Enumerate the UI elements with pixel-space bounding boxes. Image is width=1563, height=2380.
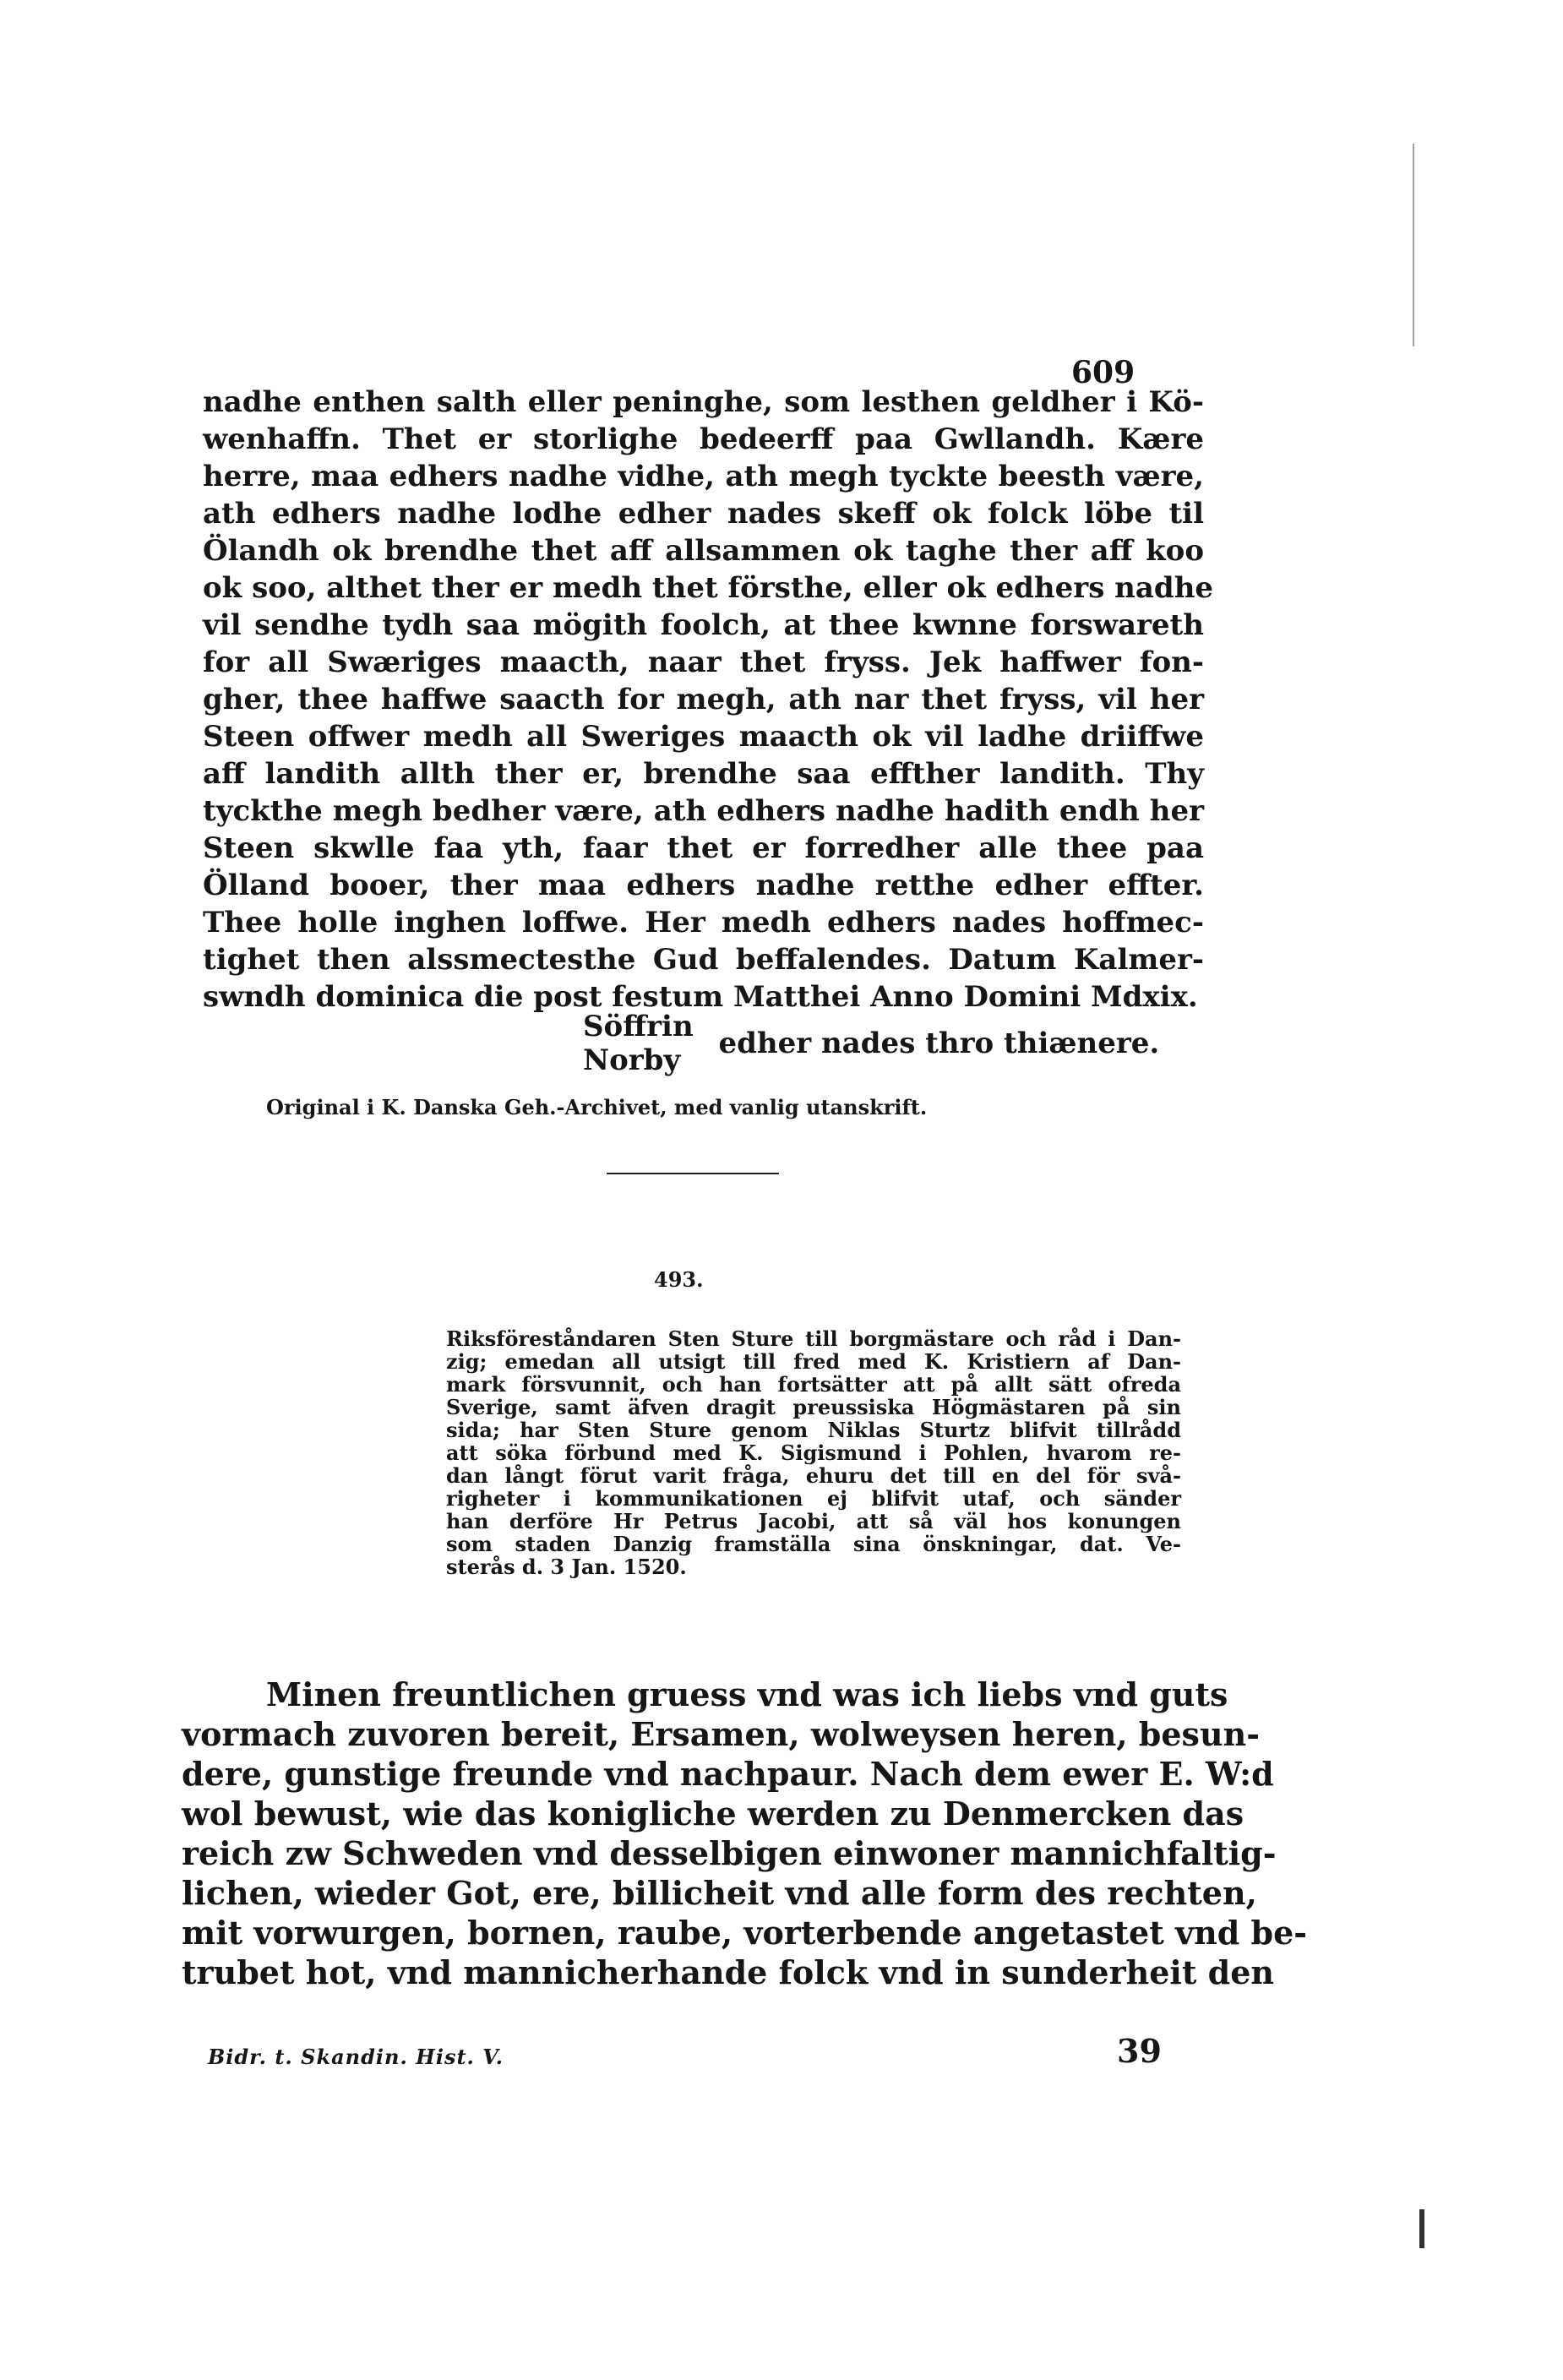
summary-line: dan långt förut varit fråga, ehuru det till en del för svå- [446,1463,1181,1488]
document-summary [395,1327,1181,1578]
margin-scan-line [1413,144,1414,346]
german-line: wol bewust, wie das konigliche werden zu Denmercken das [182,1795,1244,1833]
letter-line: tighet then alssmectesthe Gud beffalendes. Datum Kalmer- [203,943,1204,977]
letter-line: wenhaffn. Thet er storlighe bedeerff paa Gwllandh. Kære [203,422,1204,456]
source-note: Original i K. Danska Geh.-Archivet, med vanlig utanskrift. [266,1095,928,1119]
signature-names [583,1010,694,1077]
letter-line: Steen offwer medh all Sweriges maacth ok vil ladhe driiffwe [203,720,1204,754]
summary-line: mark försvunnit, och han fortsätter att på allt sätt ofreda [446,1372,1181,1397]
summary-line: sterås d. 3 Jan. 1520. [446,1555,687,1579]
letter-line: Thee holle inghen loffwe. Her medh edhers nades hoffmec- [203,906,1204,939]
signature-closing: edher nades thro thiænere. [718,1027,1160,1060]
signature-last-name: Norby [583,1043,681,1077]
footer-sheet-number: 39 [1117,2032,1162,2070]
summary-line: att söka förbund med K. Sigismund i Pohlen, hvarom re- [446,1441,1181,1465]
summary-line: som staden Danzig framställa sina önskningar, dat. Ve- [446,1532,1181,1556]
document-number: 493. [654,1267,704,1292]
german-line: trubet hot, vnd mannicherhande folck vnd in sunderheit den [182,1953,1275,1991]
signature-first-name: Söffrin [583,1010,694,1043]
german-line: mit vorwurgen, bornen, raube, vorterbende angetastet vnd be- [182,1914,1308,1952]
german-line: Minen freuntlichen gruess vnd was ich liebs vnd guts [266,1675,1228,1713]
summary-line: han derföre Hr Petrus Jacobi, att så väl hos konungen [446,1509,1181,1533]
summary-line: zig; emedan all utsigt till fred med K. Kristiern af Dan- [446,1349,1181,1374]
letter-line: herre, maa edhers nadhe vidhe, ath megh tyckte beesth være, [203,460,1204,493]
letter-line: Ölandh ok brendhe thet aff allsammen ok taghe ther aff koo [203,534,1204,568]
german-line: lichen, wieder Got, ere, billicheit vnd alle form des rechten, [182,1874,1257,1912]
signature-block [583,1010,1159,1077]
letter-line: swndh dominica die post festum Matthei Anno Domini Mdxix. [203,980,1198,1014]
letter-line: ath edhers nadhe lodhe edher nades skeff ok folck löbe til [203,497,1204,531]
footer-series-title: Bidr. t. Skandin. Hist. V. [208,2045,504,2069]
letter-line: Ölland booer, ther maa edhers nadhe retthe edher effter. [203,869,1204,902]
letter-line: Steen skwlle faa yth, faar thet er forredher alle thee paa [203,831,1204,865]
letter-line: tyckthe megh bedher være, ath edhers nadhe hadith endh her [203,794,1204,828]
letter-line: ok soo, althet ther er medh thet försthe, eller ok edhers nadhe [203,571,1214,605]
letter-line: aff landith allth ther er, brendhe saa effther landith. Thy [203,757,1204,791]
german-line: reich zw Schweden vnd desselbigen einwoner mannichfaltig- [182,1834,1277,1872]
letter-text [203,384,1214,1016]
section-divider [607,1173,779,1174]
letter-line: nadhe enthen salth eller peninghe, som lesthen geldher i Kö- [203,385,1204,419]
summary-line: Sverige, samt äfven dragit preussiska Högmästaren på sin [446,1395,1181,1419]
german-line: dere, gunstige freunde vnd nachpaur. Nach dem ewer E. W:d [182,1755,1274,1793]
summary-line: Riksföreståndaren Sten Sture till borgmästare och råd i Dan- [446,1326,1181,1351]
letter-line: gher, thee haffwe saacth for megh, ath nar thet fryss, vil her [203,683,1204,716]
page-number: 609 [1071,355,1135,390]
summary-line: sida; har Sten Sture genom Niklas Sturtz blifvit tillrådd [446,1418,1181,1442]
letter-line: for all Swæriges maacth, naar thet fryss. Jek haffwer fon- [203,645,1204,679]
letter-line: vil sendhe tydh saa mögith foolch, at thee kwnne forswareth [203,608,1204,642]
summary-line: righeter i kommunikationen ej blifvit utaf, och sänder [446,1486,1181,1511]
german-line: vormach zuvoren bereit, Ersamen, wolweysen heren, besun- [182,1715,1260,1753]
german-letter-text [182,1675,1308,1992]
margin-ink-mark [1419,2209,1424,2248]
